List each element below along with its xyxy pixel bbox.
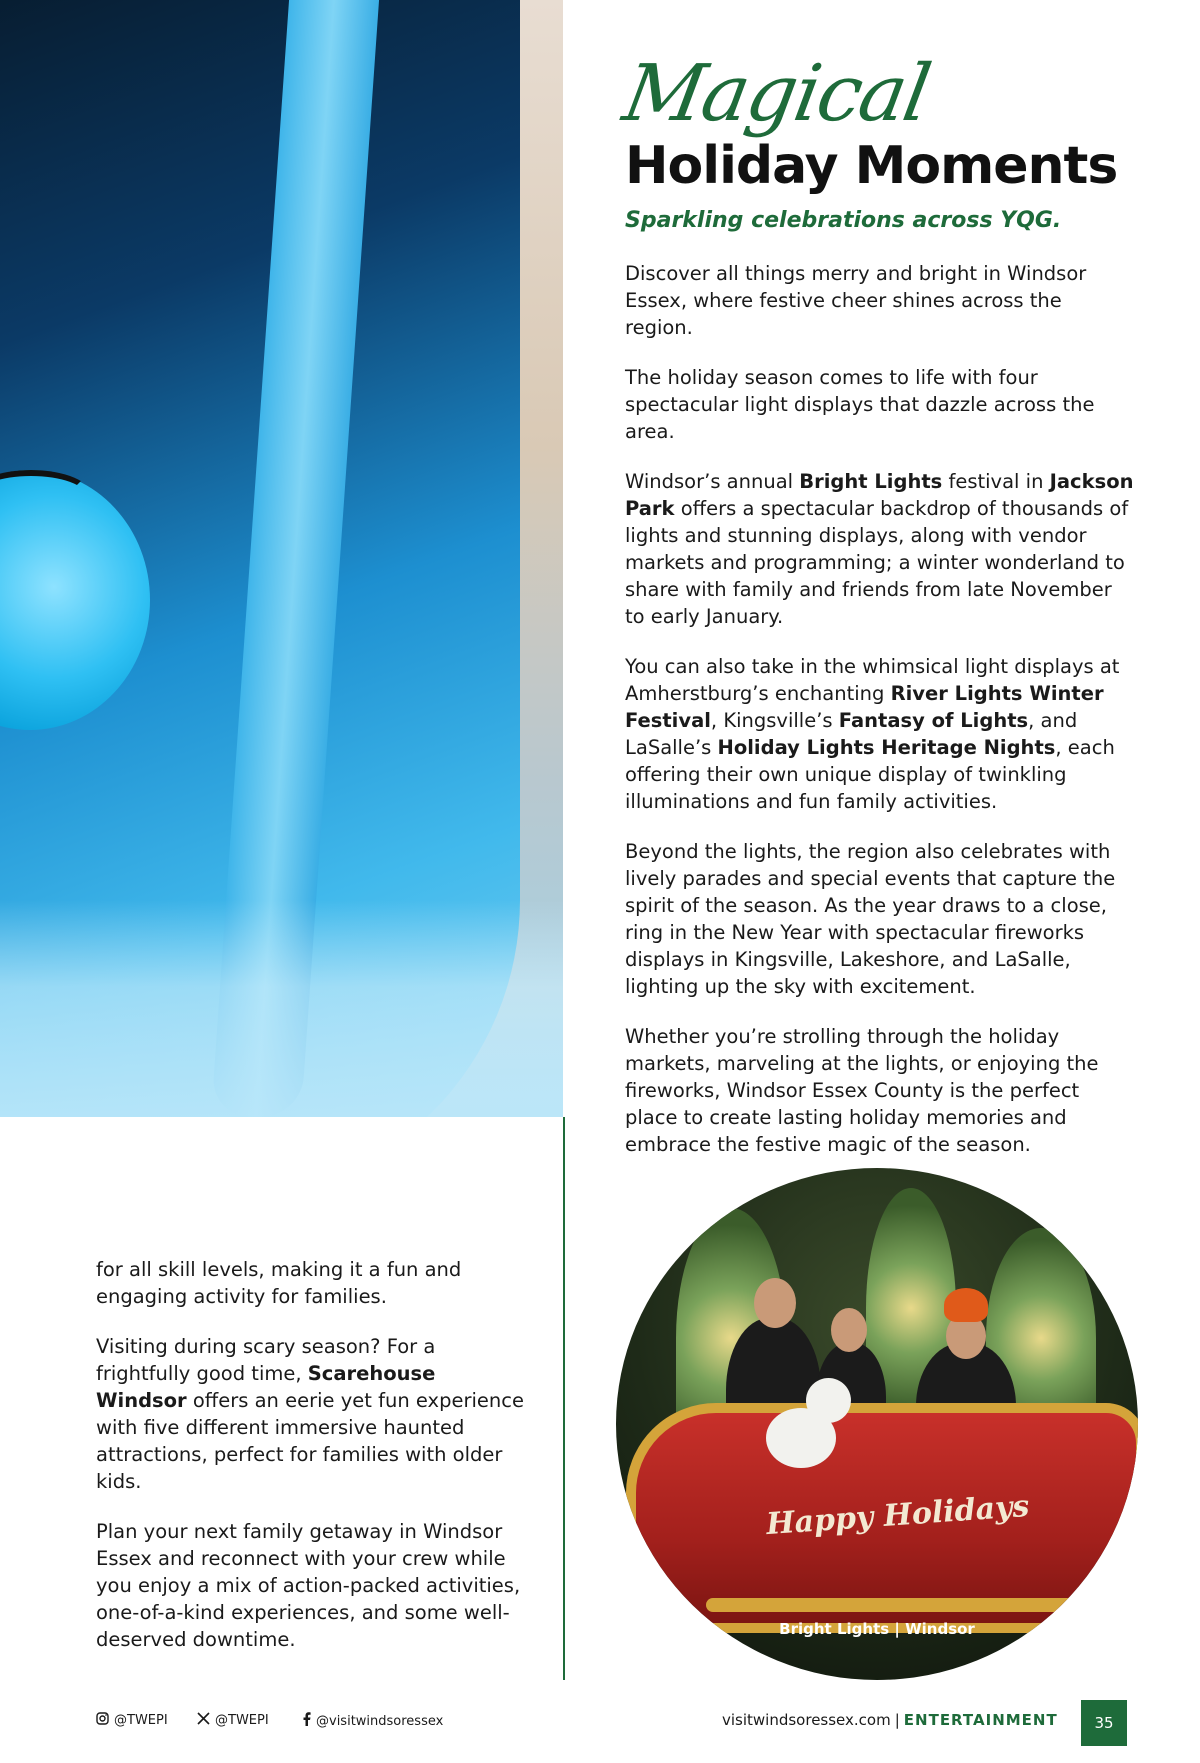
right-column	[625, 260, 1135, 1181]
bold-text: Bright Lights	[799, 470, 943, 493]
photo-snow	[0, 900, 563, 1117]
sleigh-lettering: Happy Holidays	[765, 1488, 1031, 1543]
bold-text: Scarehouse Windsor	[96, 1362, 436, 1412]
site-url[interactable]: visitwindsoressex.com	[722, 1711, 891, 1729]
social-facebook[interactable]	[302, 1712, 443, 1730]
paragraph: for all skill levels, making it a fun and engaging activity for families.	[96, 1258, 462, 1308]
text-run: , and LaSalle’s	[625, 709, 1078, 759]
page-subtitle: Sparkling celebrations across YQG.	[625, 208, 1062, 233]
paragraph: The holiday season comes to life with four spectacular light displays that dazzle across the area.	[625, 366, 1095, 443]
photo-caption: Bright Lights | Windsor	[779, 1620, 975, 1638]
facebook-handle: @visitwindsoressex	[316, 1713, 444, 1729]
instagram-handle: @TWEPI	[114, 1713, 168, 1728]
page-title: Holiday Moments	[625, 136, 1118, 196]
paragraph: Whether you’re strolling through the holiday markets, marveling at the lights, or enjoying the fireworks, Windsor Essex County is the perfect place to create lasting holiday memories and embrace the festive magic of the season.	[625, 1025, 1099, 1156]
instagram-icon	[96, 1712, 109, 1729]
paragraph: Discover all things merry and bright in Windsor Essex, where festive cheer shines across the region.	[625, 262, 1087, 339]
photo-sleigh-runner	[706, 1598, 1076, 1612]
social-instagram[interactable]	[96, 1712, 168, 1729]
text-run: Visiting during scary season? For a frightfully good time,	[96, 1335, 436, 1385]
paragraph	[625, 468, 1135, 630]
text-run: You can also take in the whimsical light displays at Amherstburg’s enchanting	[625, 655, 1120, 705]
photo-head	[831, 1308, 867, 1352]
paragraph: Plan your next family getaway in Windsor Essex and reconnect with your crew while you enjoy a mix of action-packed activities, one-of-a-kind experiences, and some well-deserved downtime.	[96, 1520, 521, 1651]
bold-text: River Lights Winter Festival	[625, 682, 1104, 732]
photo-head	[754, 1278, 796, 1328]
paragraph	[625, 653, 1135, 815]
footer-site	[722, 1711, 1058, 1729]
social-x[interactable]	[197, 1712, 269, 1729]
footer-separator: |	[894, 1711, 900, 1729]
column-divider	[563, 1117, 565, 1680]
photo-hat	[944, 1288, 988, 1322]
left-column	[96, 1256, 526, 1676]
text-run: , each offering their own unique display of twinkling illuminations and fun family activities.	[625, 736, 1115, 813]
script-title: Magical	[617, 49, 936, 139]
photo-dog	[806, 1378, 851, 1423]
x-handle: @TWEPI	[215, 1713, 269, 1728]
text-run: offers a spectacular backdrop of thousands of lights and stunning displays, along with vendor markets and programming; a winter wonderland to share with family and friends from late November to early January.	[625, 497, 1129, 628]
paragraph: Beyond the lights, the region also celebrates with lively parades and special events that capture the spirit of the season. As the year draws to a close, ring in the New Year with spectacular fireworks displays in Kingsville, Lakeshore, and LaSalle, lighting up the sky with excitement.	[625, 840, 1116, 998]
text-run: festival in	[942, 470, 1050, 493]
bold-text: Jackson Park	[625, 470, 1134, 520]
text-run: , Kingsville’s	[710, 709, 839, 732]
x-icon	[197, 1712, 210, 1729]
bold-text: Fantasy of Lights	[838, 709, 1029, 732]
page-number: 35	[1081, 1700, 1127, 1746]
text-run: offers an eerie yet fun experience with five different immersive haunted attractions, perfect for families with older kids.	[96, 1389, 524, 1493]
sleigh-photo	[616, 1168, 1138, 1680]
bold-text: Holiday Lights Heritage Nights	[717, 736, 1056, 759]
waterslide-photo	[0, 0, 563, 1117]
paragraph	[96, 1333, 526, 1495]
facebook-icon	[302, 1712, 311, 1730]
section-name: ENTERTAINMENT	[903, 1711, 1058, 1729]
text-run: Windsor’s annual	[625, 470, 800, 493]
